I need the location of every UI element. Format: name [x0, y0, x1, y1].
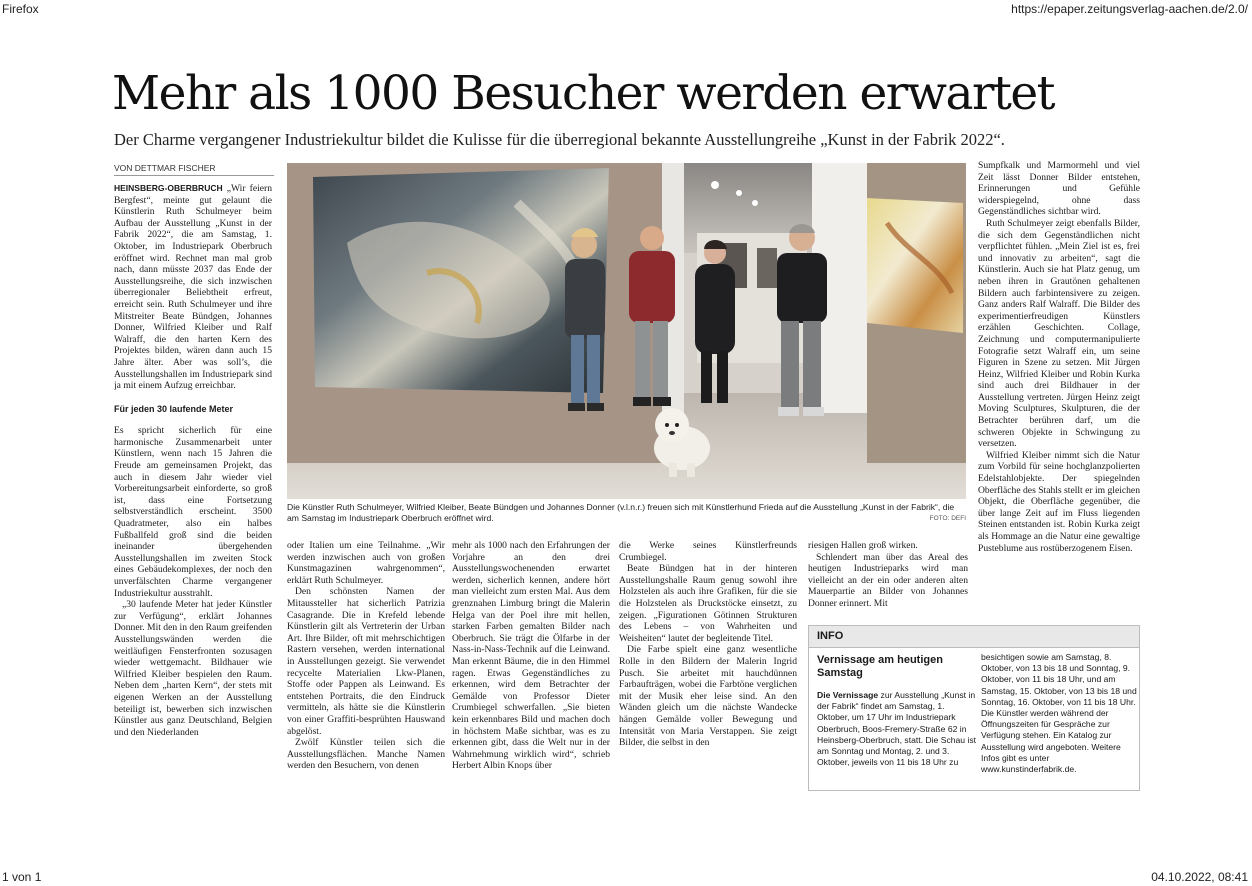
- article-column-1: [114, 183, 272, 795]
- info-box-lead: Die Vernissage: [817, 690, 879, 700]
- paragraph: Zwölf Künstler teilen sich die Ausstellungsflächen. Manche Namen werden den Besuchern, von denen: [287, 737, 445, 772]
- article-column-5: [808, 540, 968, 612]
- subheading: Für jeden 30 laufende Meter: [114, 403, 234, 414]
- info-box-text: [817, 690, 977, 768]
- info-box-label: INFO: [809, 626, 1139, 648]
- paragraph: riesigen Hallen groß wirken.: [808, 540, 918, 551]
- paragraph: „30 laufende Meter hat jeder Künstler zur Verfügung“, erklärt Johannes Donner. Mit den in den Raum greifenden Ausstellungswänden werden die weitläufigen Fensterfronten sozusagen wieder wettgemacht. Bildhauer wie Wilfried Kleiber bespielen den Raum. Neben dem „harten Kern“, der stets mit eigenen Werken an der Ausstellung beteiligt ist, bewerben sich inzwischen Künstler aus ganz Deutschland, Belgien und den Niederlanden: [114, 599, 272, 738]
- info-box-title: Vernissage am heutigen Samstag: [817, 654, 943, 679]
- article-headline: Mehr als 1000 Besucher werden erwartet: [112, 66, 1055, 121]
- page-url: https://epaper.zeitungsverlag-aachen.de/2.0/: [1011, 2, 1248, 16]
- paragraph: mehr als 1000 nach den Erfahrungen der Vorjahre an den drei Ausstellungswochenenden erwartet werden, sicherlich kennen, andere hört man vielleicht zum ersten Mal. Aus dem grenznahen Limburg bringt die Malerin Helga van der Poel ihre mit hellen, starken Farben gemalten Bilder nach Oberbruch. Sie trägt die Ölfarbe in der Nass-in-Nass-Technik auf die Leinwand. Man erkennt Bäume, die in den Himmel ragen. Etwas Gegenständliches zu erkennen, wird dem Betrachter der Gemälde von Professor Dieter Crumbiegel schwerfallen. „Sie bieten kein erkennbares Bild und machen doch in höchstem Maße sichtbar, was es zu erkennen gibt, dass die Welt nur in der Wahrnehmung wirklich wird“, schrieb Herbert Albin Knops über: [452, 540, 610, 772]
- paragraph: Die Farbe spielt eine ganz wesentliche Rolle in den Bildern der Malerin Ingrid Pusch. Sie arbeitet mit hauchdünnen Farbaufträgen, wobei die Farbtöne verglichen mit der Musik eher leise sind. An den Wänden gleich um die nächste Wandecke hängen Gemälde voller Bewegung und Intensität von Maria Verstappen. Sie zeigt Bilder, die selbst in den: [619, 644, 797, 749]
- paragraph: Beate Bündgen hat in der hinteren Ausstellungshalle Raum genug sowohl ihre Holzstelen als auch ihre Grafiken, für die sie die Holzstelen als Druckstöcke einsetzt, zu zeigen. „Figurationen Götinnen Strukturen des Lebens – von Wahrheiten und Weisheiten“ lautet der begleitende Titel.: [619, 563, 797, 644]
- caption-text: Die Künstler Ruth Schulmeyer, Wilfried Kleiber, Beate Bündgen und Johannes Donner (v.l.n.r.) freuen sich mit Künstlerhund Frieda auf die Ausstellung „Kunst in der Fabrik“, die am Samstag im Industriepark Oberbruch eröffnet wird.: [287, 502, 955, 523]
- info-box-left-column: [817, 654, 977, 768]
- paragraph: Es spricht sicherlich für eine harmonische Zusammenarbeit unter Künstlern, wenn nach 15 Jahren die Freude am gemeinsamen Projekt, das auch in diesem Jahr wieder viel Vorbereitungsarbeit einforderte, so groß ist, dass eine Fortsetzung selbstverständlich erscheint. 3500 Quadratmeter, also ein halbes Fußballfeld groß sind die beiden ineinander übergehenden Ausstellungshallen im zweiten Stock eines Gebäudekomplexes, der noch den unverfälschten Charme vergangener Industriekultur ausstrahlt.: [114, 425, 272, 599]
- paragraph: Sumpfkalk und Marmormehl und viel Zeit lässt Donner Bilder entstehen, Erinnerungen und Gefühle widerspiegelnd, ohne dass Gegenständliches sichtbar wird.: [978, 160, 1140, 218]
- article-byline: VON DETTMAR FISCHER: [114, 163, 274, 176]
- browser-name: Firefox: [2, 2, 39, 16]
- article-photo: [287, 163, 966, 499]
- dateline: HEINSBERG-OBERBRUCH: [114, 183, 223, 193]
- photo-caption: [287, 502, 966, 524]
- article-column-4: [619, 540, 797, 795]
- paragraph: oder Italien um eine Teilnahme. „Wir werden inzwischen auch von großen Kunstmagazinen wahrgenommen“, erklärt Ruth Schulmeyer.: [287, 540, 445, 586]
- article-subline: Der Charme vergangener Industriekultur bildet die Kulisse für die überregional bekannte Ausstellungreihe „Kunst in der Fabrik 2022“.: [114, 130, 1005, 149]
- photo-credit: FOTO: DEFI: [929, 515, 966, 522]
- paragraph: die Werke seines Künstlerfreunds Crumbiegel.: [619, 540, 797, 563]
- paragraph: Den schönsten Namen der Mitaussteller hat sicherlich Patrizia Casagrande. Die in Krefeld lebende Künstlerin gilt als Vertreterin der Urban Art. Ihre Bilder, oft mit mehrschichtigen Rastern versehen, werden international in Ausstellungen gezeigt. Sie verwendet recycelte Materialien Lkw-Planen, Stoffe oder Pappen als Leinwand. Es entstehen Portraits, die den Eindruck vermitteln, als hätte sie die Künstlerin von einer Graffiti-besprühten Hauswand abgelöst.: [287, 586, 445, 737]
- info-box: [808, 625, 1140, 791]
- print-timestamp: 04.10.2022, 08:41: [1151, 870, 1248, 884]
- info-box-right-column: besichtigen sowie am Samstag, 8. Oktober, von 13 bis 18 und Sonntag, 9. Oktober, von 11 bis 18 Uhr, und am Samstag, 15. Oktober, von 13 bis 18 und Sonntag, 16. Oktober, von 11 bis 18 Uhr. Die Künstler werden während der Öffnungszeiten für Gespräche zur Verfügung stehen. Ein Katalog zur Ausstellung wird angeboten. Weitere Infos gibt es unter www.kunstinderfabrik.de.: [981, 652, 1137, 775]
- paragraph: [114, 183, 272, 392]
- article-column-6: [978, 160, 1140, 615]
- info-box-body: zur Ausstellung „Kunst in der Fabrik“ findet am Samstag, 1. Oktober, um 17 Uhr im Industriepark Oberbruch, Boos-Fremery-Straße 62 in Heinsberg-Oberbruch, statt. Die Schau ist am Sonntag und Montag, 2. und 3. Oktober, jeweils von 11 bis 18 Uhr zu: [817, 690, 977, 768]
- paragraph: Ruth Schulmeyer zeigt ebenfalls Bilder, die sich dem Gegenständlichen nicht verpflichtet fühlen. „Mein Ziel ist es, frei und innovativ zu arbeiten“, sagt die Künstlerin. Auch sie hat Platz genug, um neben ihren in Grautönen gehaltenen Bildern auch farbintensivere zu zeigen. Ganz anders Ralf Walraff. Die Bilder des experimentierfreudigen Künstlers erzählen Geschichten. Collage, Zeichnung und computermanipulierte Fotografie setzt Walraff ein, um seine Figuren in Szene zu setzen. Mit Jürgen Heinz, Wilfried Kleiber und Robin Kurka sind auch drei Bildhauer in der Ausstellung vertreten. Jürgen Heinz zeigt Moving Sculptures, Skulpturen, die der Betrachter berühren darf, um die schweren Objekte in Schwingung zu versetzen.: [978, 217, 1140, 450]
- article-column-2: [287, 540, 445, 795]
- paragraph: Wilfried Kleiber nimmt sich die Natur zum Vorbild für seine hochglanzpolierten Edelstahlobjekte. Der spiegelnden Oberfläche des Stahls stellt er im gleichen Objekt, die Oberfläche gegenüber, die über lange Zeit auf im Fluss liegenden Steinen entstanden ist. Robin Kurka zeigt als Hommage an die Natur eine gewaltige Pusteblume aus rostüberzogenem Eisen.: [978, 449, 1140, 554]
- paragraph-text: „Wir feiern Bergfest“, meinte gut gelaunt die Künstlerin Ruth Schulmeyer beim Aufbau der Ausstellung „Kunst in der Fabrik 2022“, die am Samstag, 1. Oktober, im Industriepark Oberbruch eröffnet wird. Rechnet man mal grob nach, dann müsste 2037 das Ende der Ausstellungsreihe, die sich inzwischen überregionaler Beliebtheit erfreut, erreicht sein. Ruth Schulmeyer und ihre Mitstreiter Beate Bündgen, Johannes Donner, Wilfried Kleiber und Ralf Walraff, die den harten Kern des Projektes bilden, wären dann auch 15 Jahre älter. Aber was soll’s, die Ausstellungshallen im Industriepark sind ja mit einem Aufzug erreichbar.: [114, 183, 272, 392]
- page-counter: 1 von 1: [2, 870, 42, 884]
- article-column-3: [452, 540, 610, 795]
- paragraph: Schlendert man über das Areal des heutigen Industrieparks wird man vielleicht an der ein oder anderen alten Mauerpartie an Bilder von Johannes Donner erinnert. Mit: [808, 551, 968, 609]
- exhibition-photo-illustration: [287, 163, 966, 499]
